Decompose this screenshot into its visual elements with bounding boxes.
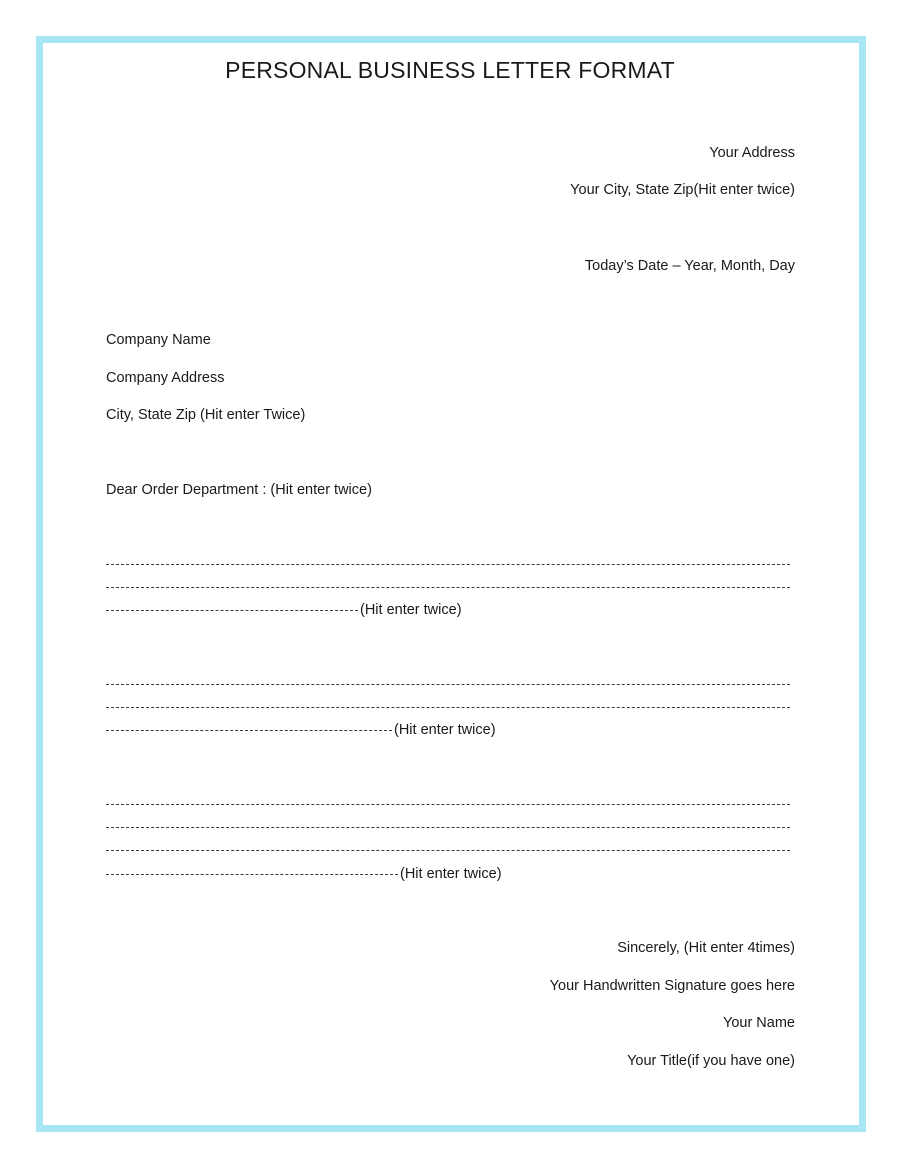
recipient-city-state-zip: City, State Zip (Hit enter Twice) xyxy=(106,407,306,423)
paragraph-end-hint: (Hit enter twice) xyxy=(400,866,502,882)
closing-signature: Your Handwritten Signature goes here xyxy=(549,978,795,994)
placeholder-line xyxy=(106,804,790,805)
document-title: PERSONAL BUSINESS LETTER FORMAT xyxy=(225,57,675,83)
page-frame xyxy=(36,36,866,1132)
closing-title: Your Title(if you have one) xyxy=(627,1053,795,1069)
closing-sincerely: Sincerely, (Hit enter 4times) xyxy=(617,940,795,956)
date-line: Today’s Date – Year, Month, Day xyxy=(584,258,795,274)
placeholder-line xyxy=(106,874,398,875)
sender-address: Your Address xyxy=(709,145,795,161)
placeholder-line xyxy=(106,610,358,611)
placeholder-line xyxy=(106,827,790,828)
placeholder-line xyxy=(106,707,790,708)
closing-name: Your Name xyxy=(722,1015,795,1031)
sender-city-state-zip: Your City, State Zip(Hit enter twice) xyxy=(570,182,795,198)
placeholder-line xyxy=(106,850,790,851)
placeholder-line xyxy=(106,684,790,685)
placeholder-line xyxy=(106,564,790,565)
recipient-company-name: Company Name xyxy=(106,332,211,348)
recipient-company-address: Company Address xyxy=(106,370,225,386)
salutation: Dear Order Department : (Hit enter twice) xyxy=(106,482,372,498)
paragraph-end-hint: (Hit enter twice) xyxy=(360,602,462,618)
placeholder-line xyxy=(106,587,790,588)
paragraph-end-hint: (Hit enter twice) xyxy=(394,722,496,738)
placeholder-line xyxy=(106,730,392,731)
